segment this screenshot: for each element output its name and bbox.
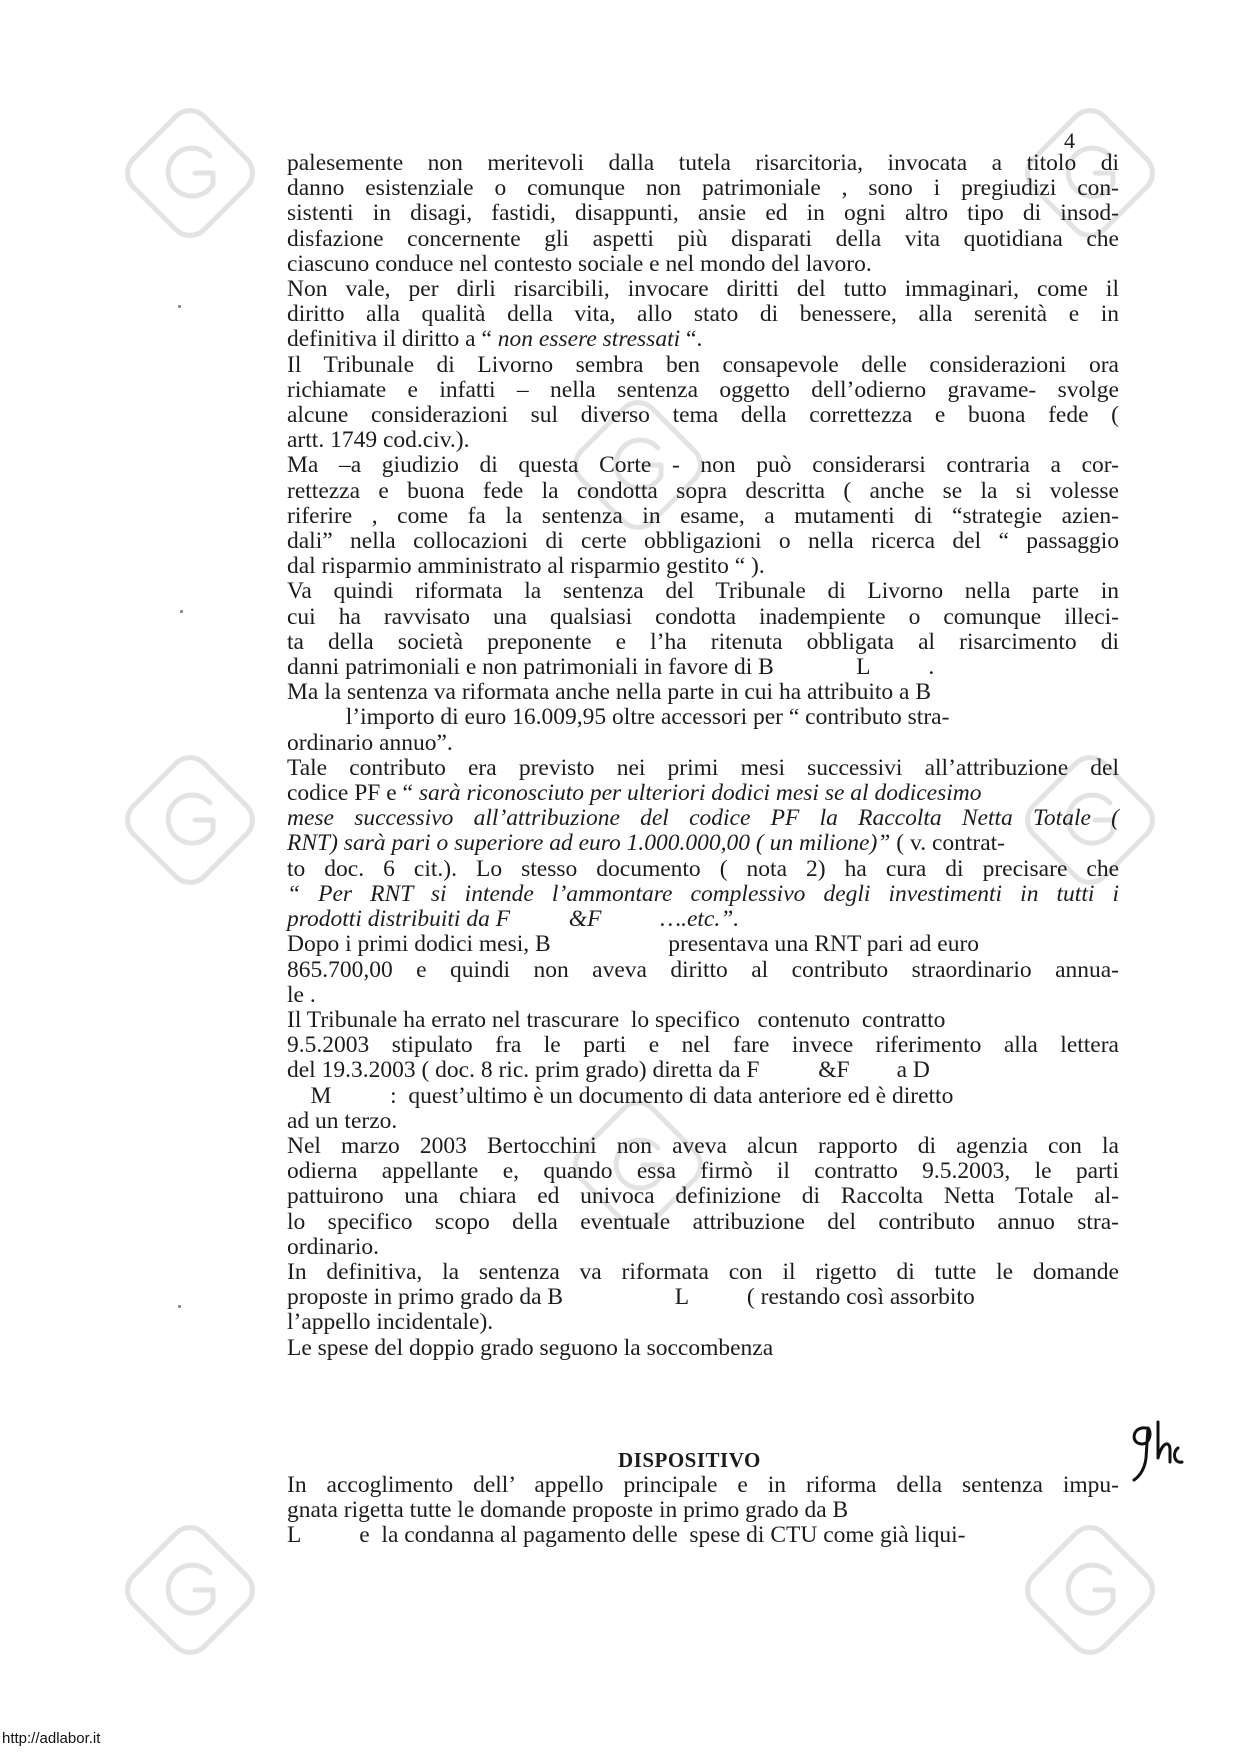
section-heading: DISPOSITIVO xyxy=(618,1448,761,1472)
paragraph xyxy=(287,932,1119,1008)
italic-text: sarà riconosciuto per ulteriori dodici mesi se al dodicesimo xyxy=(418,780,982,807)
text-line: Le spese del doppio grado seguono la soccombenza xyxy=(287,1334,774,1361)
text-line: L e la condanna al pagamento delle spese di CTU come già liqui- xyxy=(287,1522,966,1549)
text-line: riferire , come fa la sentenza in esame, a mutamenti di “strategie azien- xyxy=(287,502,1119,529)
text-line: ad un terzo. xyxy=(287,1107,398,1134)
text-line: lo specifico scopo della eventuale attribuzione del contributo annuo stra- xyxy=(287,1208,1119,1235)
text-line: to doc. 6 cit.). Lo stesso documento ( nota 2) ha cura di precisare che xyxy=(287,855,1119,882)
italic-text: RNT) sarà pari o superiore ad euro 1.000.000,00 ( un milione)” xyxy=(287,830,891,857)
text-line: diritto alla qualità della vita, allo stato di benessere, alla serenità e in xyxy=(287,301,1119,328)
page-number: 4 xyxy=(1064,128,1075,153)
text-line: pattuirono una chiara ed univoca definizione di Raccolta Netta Totale al- xyxy=(287,1183,1119,1210)
text-line: palesemente non meritevoli dalla tutela risarcitoria, invocata a titolo di xyxy=(287,150,1119,176)
text-line xyxy=(287,327,1119,352)
text-line: Nel marzo 2003 Bertocchini non aveva alcun rapporto di agenzia con la xyxy=(287,1132,1119,1159)
paragraph xyxy=(287,151,1119,277)
text-line: Non vale, per dirli risarcibili, invocare diritti del tutto immaginari, come il xyxy=(287,276,1119,303)
paragraph xyxy=(287,1336,1119,1361)
paragraph xyxy=(287,353,1119,454)
paragraph xyxy=(287,277,1119,353)
text-line: 9.5.2003 stipulato fra le parti e nel fare invece riferimento alla lettera xyxy=(287,1032,1119,1059)
text-line: danni patrimoniali e non patrimoniali in favore di B L . xyxy=(287,654,935,681)
text-line: Il Tribunale ha errato nel trascurare lo specifico contenuto contratto xyxy=(287,1006,946,1033)
text-line: 865.700,00 e quindi non aveva diritto al contributo straordinario annua- xyxy=(287,956,1119,983)
italic-text-line: mese successivo all’attribuzione del codice PF la Raccolta Netta Totale ( xyxy=(287,805,1119,832)
scan-speck xyxy=(178,305,181,308)
text-line: rettezza e buona fede la condotta sopra descritta ( anche se la si volesse xyxy=(287,477,1119,504)
italic-text-line: prodotti distribuiti da F &F ….etc.”. xyxy=(287,906,740,933)
text-line: Ma la sentenza va riformata anche nella parte in cui ha attribuito a B xyxy=(287,679,932,706)
italic-text-line: “ Per RNT si intende l’ammontare complessivo degli investimenti in tutti i xyxy=(287,880,1119,907)
text-line: Tale contributo era previsto nei primi mesi successivi all’attribuzione del xyxy=(287,754,1119,781)
text-line: dal risparmio amministrato al risparmio gestito “ ). xyxy=(287,553,765,580)
text-line: l’importo di euro 16.009,95 oltre accessori per “ contributo stra- xyxy=(287,704,950,731)
paragraph xyxy=(287,1008,1119,1134)
text-line xyxy=(287,781,1119,806)
text-line: Va quindi riformata la sentenza del Tribunale di Livorno nella parte in xyxy=(287,578,1119,605)
paragraph xyxy=(287,579,1119,680)
paragraph xyxy=(287,1260,1119,1336)
text-line: disfazione concernente gli aspetti più disparati della vita quotidiana che xyxy=(287,225,1119,252)
watermark-logo-icon xyxy=(115,745,265,895)
footer-url: http://adlabor.it xyxy=(2,1730,101,1747)
text-line: alcune considerazioni sul diverso tema della correttezza e buona fede ( xyxy=(287,402,1119,429)
paragraph xyxy=(287,1134,1119,1260)
text-line: M : quest’ultimo è un documento di data anteriore ed è diretto xyxy=(287,1082,954,1109)
text-run: ( v. contrat- xyxy=(890,830,1006,857)
paragraph xyxy=(287,453,1119,579)
text-line: In definitiva, la sentenza va riformata con il rigetto di tutte le domande xyxy=(287,1258,1119,1285)
paragraph xyxy=(287,756,1119,932)
text-line: proposte in primo grado da B L ( restando così assorbito xyxy=(287,1284,975,1311)
text-line: cui ha ravvisato una qualsiasi condotta inadempiente o comunque illeci- xyxy=(287,603,1119,630)
text-run: “. xyxy=(680,326,703,353)
text-line: Il Tribunale di Livorno sembra ben consapevole delle considerazioni ora xyxy=(287,351,1119,378)
text-line: odierna appellante e, quando essa firmò il contratto 9.5.2003, le parti xyxy=(287,1158,1119,1185)
text-line: ciascuno conduce nel contesto sociale e nel mondo del lavoro. xyxy=(287,250,872,277)
text-line: ordinario. xyxy=(287,1233,380,1260)
watermark-logo-icon xyxy=(115,98,265,248)
text-line: Ma –a giudizio di questa Corte - non può considerarsi contraria a cor- xyxy=(287,452,1119,479)
text-line: richiamate e infatti – nella sentenza oggetto dell’odierno gravame- svolge xyxy=(287,376,1119,403)
text-line: artt. 1749 cod.civ.). xyxy=(287,427,470,454)
text-line: del 19.3.2003 ( doc. 8 ric. prim grado) diretta da F &F a D xyxy=(287,1057,930,1084)
italic-text: non essere stressati xyxy=(497,326,681,353)
text-line: gnata rigetta tutte le domande proposte in primo grado da B xyxy=(287,1497,849,1524)
text-line: danno esistenziale o comunque non patrimoniale , sono i pregiudizi con- xyxy=(287,175,1119,202)
document-body xyxy=(287,151,1119,1361)
text-run: codice PF e “ xyxy=(287,780,419,807)
text-line: ta della società preponente e l’ha ritenuta obbligata al risarcimento di xyxy=(287,628,1119,655)
text-line: le . xyxy=(287,981,316,1008)
scan-speck xyxy=(178,1305,181,1308)
text-line: In accoglimento dell’ appello principale e in riforma della sentenza impu- xyxy=(287,1472,1119,1498)
handwritten-initials-signature xyxy=(1124,1418,1194,1484)
text-line: Dopo i primi dodici mesi, B presentava una RNT pari ad euro xyxy=(287,931,980,958)
text-line: ordinario annuo”. xyxy=(287,729,453,756)
text-run: definitiva il diritto a “ xyxy=(287,326,498,353)
dispositivo-text xyxy=(287,1473,1119,1549)
watermark-logo-icon xyxy=(115,1515,265,1665)
text-line xyxy=(287,831,1119,856)
text-line: sistenti in disagi, fastidi, disappunti, ansie ed in ogni altro tipo di insod- xyxy=(287,200,1119,227)
scan-speck xyxy=(180,610,183,613)
text-line: dali” nella collocazioni di certe obbligazioni o nella ricerca del “ passaggio xyxy=(287,528,1119,555)
text-line: l’appello incidentale). xyxy=(287,1309,494,1336)
paragraph xyxy=(287,680,1119,756)
